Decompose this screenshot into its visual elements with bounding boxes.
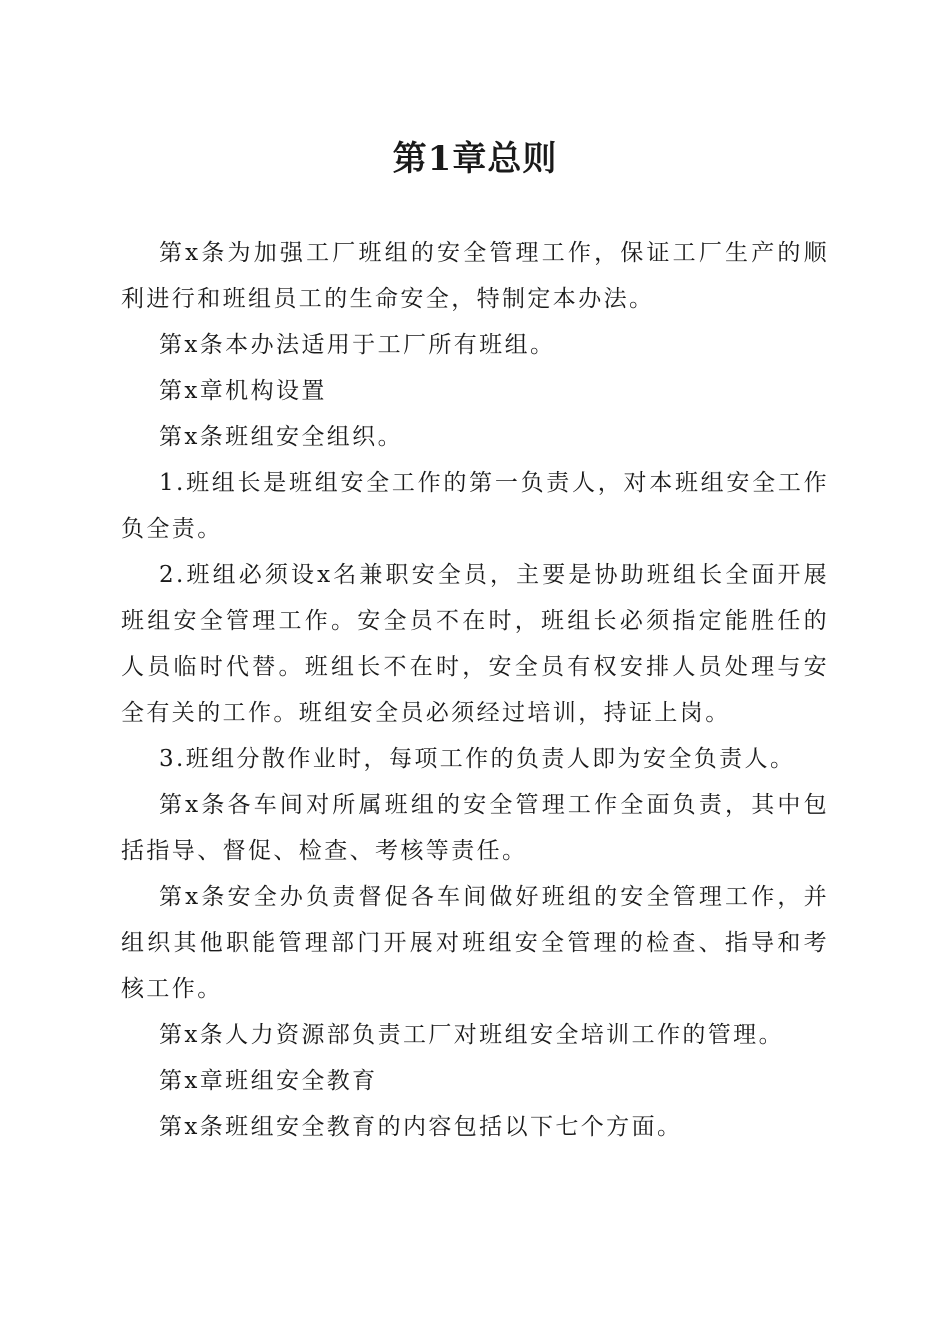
paragraph-item-1: 1.班组长是班组安全工作的第一负责人，对本班组安全工作负全责。 — [121, 470, 829, 542]
paragraph-item-2: 2.班组必须设x名兼职安全员，主要是协助班组长全面开展班组安全管理工作。安全员不在时，班组长必须指定能胜任的人员临时代替。班组长不在时，安全员有权安排人员处理与安全有关的工作。班组安全员必须经过培训，持证上岗。 — [121, 562, 829, 726]
paragraph-chapter-organization: 第x章机构设置 — [159, 378, 327, 404]
document-body — [121, 230, 829, 1150]
paragraph-article-workshop-responsibility: 第x条各车间对所属班组的安全管理工作全面负责，其中包括指导、督促、检查、考核等责任。 — [121, 792, 829, 864]
chapter-title: 第1章总则 — [392, 139, 558, 179]
paragraph-article-team-safety-organization: 第x条班组安全组织。 — [159, 424, 403, 450]
paragraph-article-hr-department: 第x条人力资源部负责工厂对班组安全培训工作的管理。 — [159, 1022, 784, 1048]
paragraph-article-scope: 第x条本办法适用于工厂所有班组。 — [159, 332, 556, 358]
paragraph-article-education-content: 第x条班组安全教育的内容包括以下七个方面。 — [159, 1114, 683, 1140]
paragraph-article-safety-office: 第x条安全办负责督促各车间做好班组的安全管理工作，并组织其他职能管理部门开展对班组安全管理的检查、指导和考核工作。 — [121, 884, 829, 1002]
paragraph-article-purpose: 第x条为加强工厂班组的安全管理工作，保证工厂生产的顺利进行和班组员工的生命安全，特制定本办法。 — [121, 240, 829, 312]
paragraph-item-3: 3.班组分散作业时，每项工作的负责人即为安全负责人。 — [159, 746, 796, 772]
paragraph-chapter-safety-education: 第x章班组安全教育 — [159, 1068, 378, 1094]
